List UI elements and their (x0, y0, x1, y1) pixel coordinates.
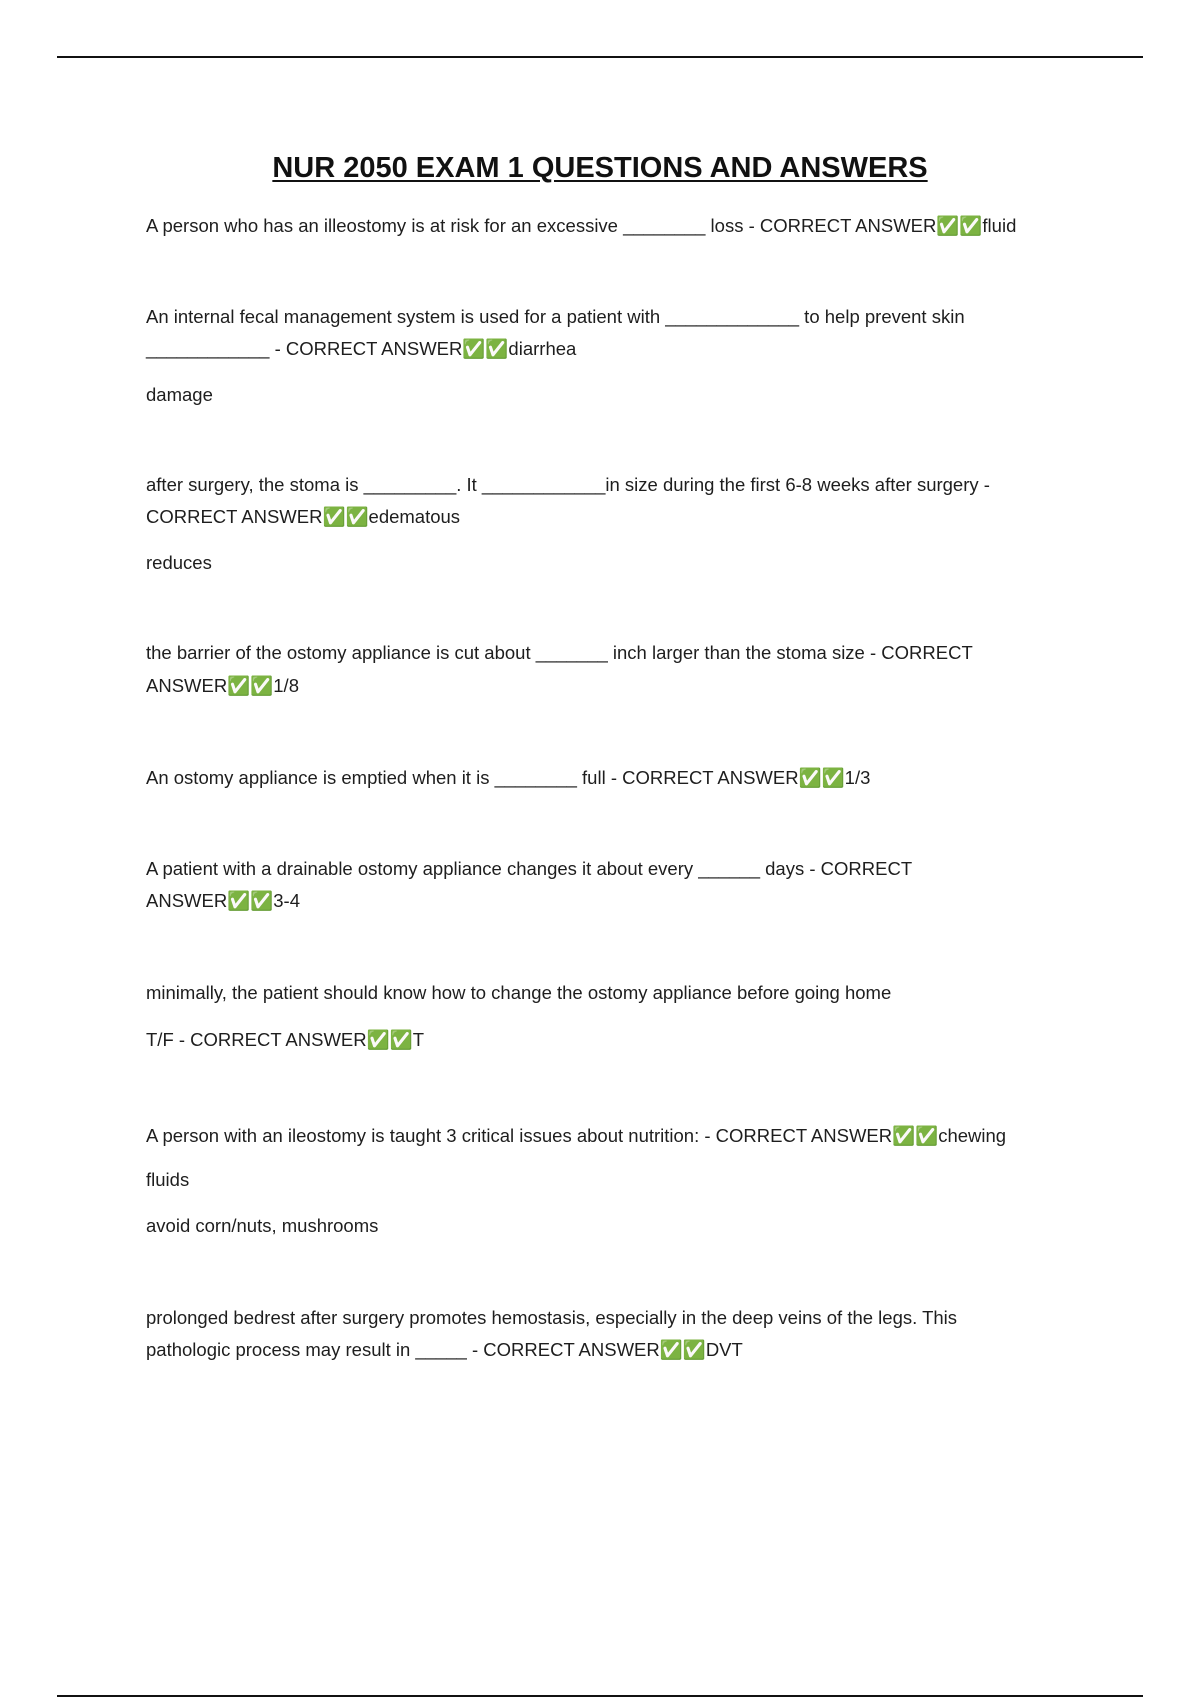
text-line-q2-c: damage (146, 384, 213, 405)
top-rule (57, 56, 1143, 58)
text-line-q3-a: after surgery, the stoma is _________. It ____________in size during the first 6-8 weeks after surgery - (146, 474, 990, 495)
bottom-rule (57, 1695, 1143, 1697)
text-line-q9-b: pathologic process may result in _____ - CORRECT ANSWER✅✅DVT (146, 1339, 743, 1360)
text-line-q6-b: ANSWER✅✅3-4 (146, 890, 301, 911)
text-line-q9-a: prolonged bedrest after surgery promotes hemostasis, especially in the deep veins of the legs. This (146, 1307, 958, 1328)
text-line-q7-a: minimally, the patient should know how to change the ostomy appliance before going home (146, 982, 892, 1003)
text-line-q4-b: ANSWER✅✅1/8 (146, 675, 299, 696)
text-line-q1: A person who has an illeostomy is at risk for an excessive ________ loss - CORRECT ANSWER✅✅fluid (146, 215, 1017, 236)
text-line-q8-b: fluids (146, 1169, 190, 1190)
text-line-q5: An ostomy appliance is emptied when it is ________ full - CORRECT ANSWER✅✅1/3 (146, 767, 871, 788)
text-line-q2-a: An internal fecal management system is used for a patient with _____________ to help prevent skin (146, 306, 965, 327)
text-line-q2-b: ____________ - CORRECT ANSWER✅✅diarrhea (146, 338, 577, 359)
text-line-q8-a: A person with an ileostomy is taught 3 critical issues about nutrition: - CORRECT ANSWER✅✅chewing (146, 1125, 1007, 1146)
text-line-q8-c: avoid corn/nuts, mushrooms (146, 1215, 379, 1236)
text-line-q4-a: the barrier of the ostomy appliance is cut about _______ inch larger than the stoma size - CORRECT (146, 642, 973, 663)
document-title: NUR 2050 EXAM 1 QUESTIONS AND ANSWERS (272, 152, 928, 184)
text-line-q3-b: CORRECT ANSWER✅✅edematous (146, 506, 461, 527)
text-line-q7-b: T/F - CORRECT ANSWER✅✅T (146, 1029, 425, 1050)
text-line-q3-c: reduces (146, 552, 212, 573)
text-line-q6-a: A patient with a drainable ostomy appliance changes it about every ______ days - CORRECT (146, 858, 913, 879)
